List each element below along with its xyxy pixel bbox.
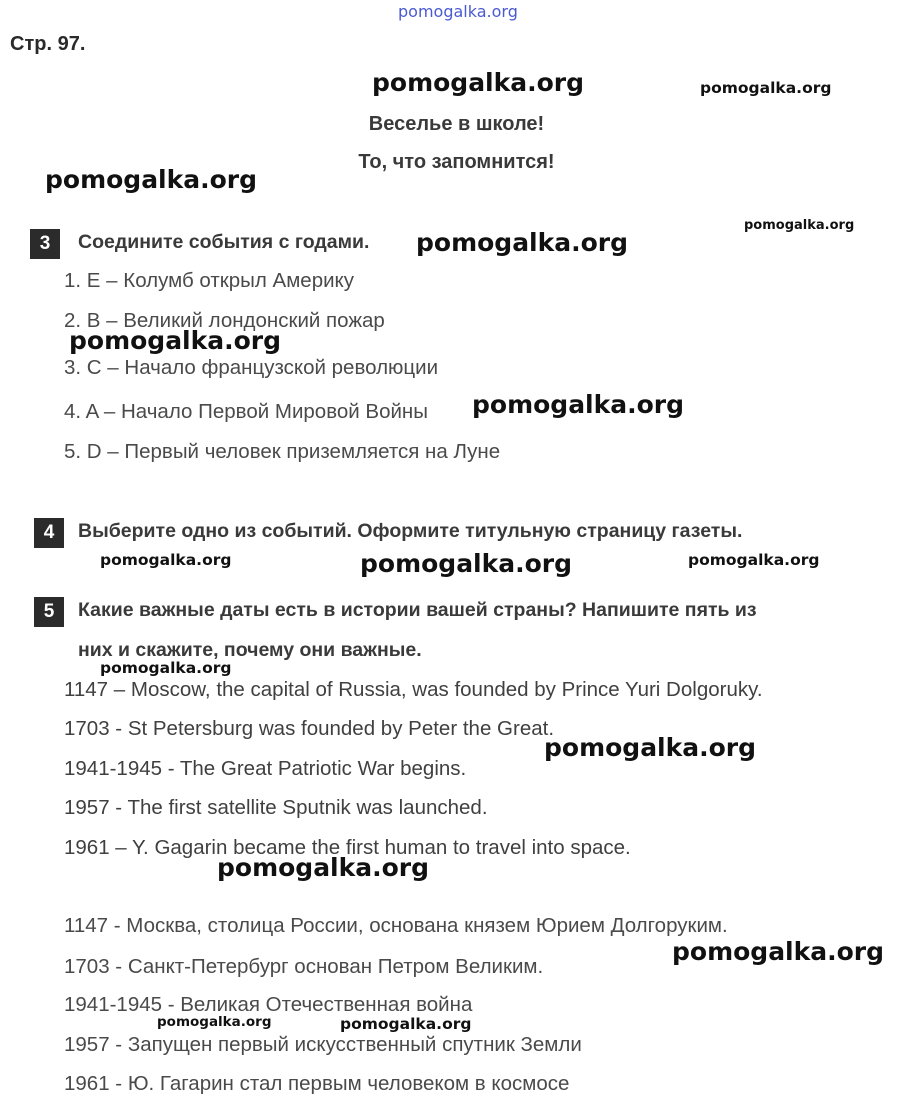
answer-line-en: 1941-1945 - The Great Patriotic War begins. xyxy=(64,757,467,780)
task-number-5: 5 xyxy=(34,597,64,627)
task-3-heading: Соедините события с годами. xyxy=(78,231,370,253)
watermark: pomogalka.org xyxy=(744,218,855,233)
watermark: pomogalka.org xyxy=(688,551,820,569)
answer-line-ru: 1703 - Санкт-Петербург основан Петром Великим. xyxy=(64,955,544,978)
watermark: pomogalka.org xyxy=(472,390,685,419)
watermark: pomogalka.org xyxy=(372,68,585,97)
task-number-3: 3 xyxy=(30,229,60,259)
answer-line-en: 1147 – Moscow, the capital of Russia, was founded by Prince Yuri Dolgoruky. xyxy=(64,678,763,701)
task-number-4: 4 xyxy=(34,518,64,548)
list-item: 4. A – Начало Первой Мировой Войны xyxy=(64,400,428,423)
answer-line-ru: 1961 - Ю. Гагарин стал первым человеком в космосе xyxy=(64,1072,570,1095)
watermark: pomogalka.org xyxy=(340,1015,472,1033)
watermark: pomogalka.org xyxy=(45,165,258,194)
watermark: pomogalka.org xyxy=(360,549,573,578)
watermark: pomogalka.org xyxy=(416,228,629,257)
task-5-heading-line2: них и скажите, почему они важные. xyxy=(78,639,422,661)
answer-line-ru: 1957 - Запущен первый искусственный спутник Земли xyxy=(64,1033,582,1056)
list-item: 3. C – Начало французской революции xyxy=(64,356,439,379)
watermark: pomogalka.org xyxy=(217,853,430,882)
answer-line-ru: 1941-1945 - Великая Отечественная война xyxy=(64,993,473,1016)
list-item: 1. E – Колумб открыл Америку xyxy=(64,269,355,292)
watermark: pomogalka.org xyxy=(700,79,832,97)
list-item: 2. B – Великий лондонский пожар xyxy=(64,309,385,332)
answer-line-en: 1961 – Y. Gagarin became the first human to travel into space. xyxy=(64,836,631,859)
watermark: pomogalka.org xyxy=(672,937,885,966)
task-4-heading: Выберите одно из событий. Оформите титульную страницу газеты. xyxy=(78,520,743,542)
task-5-heading-line1: Какие важные даты есть в истории вашей страны? Напишите пять из xyxy=(78,599,757,621)
watermark: pomogalka.org xyxy=(69,326,282,355)
top-watermark-link[interactable]: pomogalka.org xyxy=(398,2,518,21)
page-title: Веселье в школе! xyxy=(368,113,545,135)
list-item: 5. D – Первый человек приземляется на Луне xyxy=(64,440,501,463)
answer-line-en: 1957 - The first satellite Sputnik was launched. xyxy=(64,796,488,819)
watermark: pomogalka.org xyxy=(100,659,232,677)
watermark: pomogalka.org xyxy=(544,733,757,762)
watermark: pomogalka.org xyxy=(100,551,232,569)
page-number: Стр. 97. xyxy=(10,33,86,55)
answer-line-en: 1703 - St Petersburg was founded by Peter the Great. xyxy=(64,717,555,740)
watermark: pomogalka.org xyxy=(157,1014,272,1030)
page-subtitle: То, что запомнится! xyxy=(358,151,555,173)
answer-line-ru: 1147 - Москва, столица России, основана князем Юрием Долгоруким. xyxy=(64,914,728,937)
